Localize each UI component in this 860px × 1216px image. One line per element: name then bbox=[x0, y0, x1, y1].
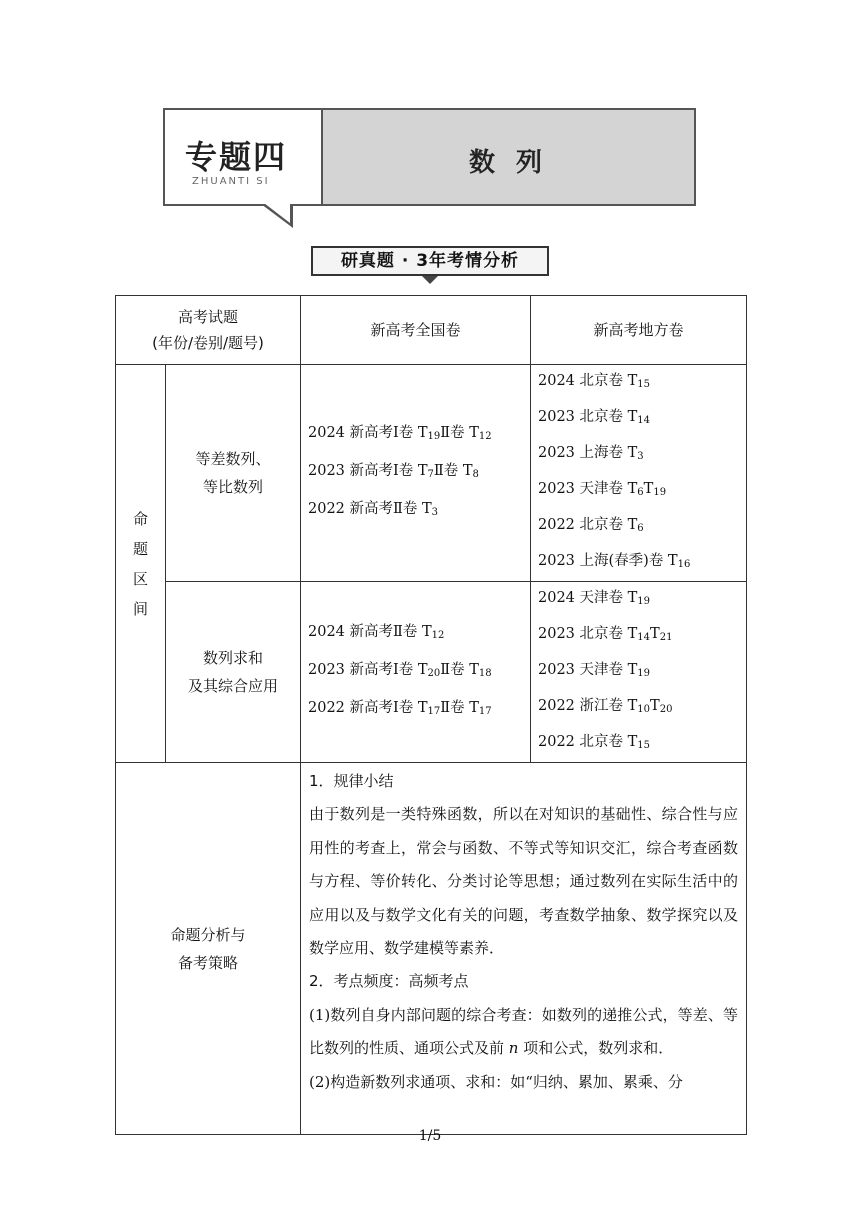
header-exam-item-line2: (年份/卷别/题号) bbox=[152, 334, 264, 352]
group-label bbox=[116, 365, 166, 763]
strategy-label-line: 命题分析与 bbox=[170, 925, 246, 944]
table-row bbox=[116, 365, 747, 582]
topic-pinyin: ZHUANTI SI bbox=[192, 176, 270, 187]
national-cell bbox=[301, 365, 531, 582]
exam-analysis-table bbox=[115, 295, 747, 1135]
section-tag: 研真题 · 3年考情分析 bbox=[311, 246, 549, 276]
strategy-content bbox=[301, 763, 747, 1135]
national-cell bbox=[301, 582, 531, 763]
subject-box bbox=[321, 108, 696, 206]
group-label-char: 命 bbox=[132, 509, 148, 528]
list-item: 2024 北京卷 $T_{15}$ bbox=[538, 373, 651, 390]
page-number: 1/5 bbox=[418, 1128, 442, 1144]
topic-title: 专题四 bbox=[185, 138, 288, 176]
strategy-row bbox=[116, 763, 747, 1135]
topic-banner bbox=[163, 108, 696, 208]
list-item: 2023 新高考Ⅰ卷 $T_7Ⅱ$卷 $T_8$ bbox=[308, 463, 479, 480]
list-item: 2024 新高考Ⅱ卷 $T_{12}$ bbox=[308, 624, 445, 641]
category-line: 等比数列 bbox=[202, 478, 263, 496]
section-tag-arrow-icon bbox=[422, 276, 438, 284]
header-national: 新高考全国卷 bbox=[301, 296, 531, 365]
topic-label-box bbox=[163, 108, 321, 206]
group-label-char: 间 bbox=[132, 599, 148, 618]
list-item: 2023 上海(春季)卷 $T_{16}$ bbox=[538, 553, 691, 570]
group-label-char: 区 bbox=[132, 569, 148, 588]
strategy-heading-1: 1．规律小结 bbox=[309, 772, 394, 790]
table-row bbox=[116, 582, 747, 763]
strategy-label bbox=[116, 763, 301, 1135]
category-cell bbox=[166, 582, 301, 763]
strategy-paragraph-3: (2)构造新数列求通项、求和：如“归纳、累加、累乘、分 bbox=[309, 1072, 683, 1091]
list-item: 2022 北京卷 $T_{15}$ bbox=[538, 734, 651, 751]
list-item: 2023 北京卷 $T_{14}T_{21}$ bbox=[538, 626, 673, 643]
local-cell bbox=[531, 582, 747, 763]
table-header-row bbox=[116, 296, 747, 365]
category-line: 数列求和 bbox=[202, 649, 263, 667]
header-exam-item bbox=[116, 296, 301, 365]
group-label-char: 题 bbox=[132, 539, 148, 558]
list-item: 2022 浙江卷 $T_{10}T_{20}$ bbox=[538, 698, 673, 715]
category-line: 等差数列、 bbox=[195, 450, 271, 468]
strategy-paragraph-1: 由于数列是一类特殊函数，所以在对知识的基础性、综合性与应用性的考查上，常会与函数、不等式等知识交汇，综合考查函数与方程、等价转化、分类讨论等思想；通过数列在实际生活中的应用以及与数学文化有关的问题，考查数学抽象、数学探究以及数学应用、数学建模等素养． bbox=[309, 805, 738, 958]
list-item: 2024 天津卷 $T_{19}$ bbox=[538, 590, 651, 607]
strategy-label-line: 备考策略 bbox=[177, 953, 238, 972]
header-local: 新高考地方卷 bbox=[531, 296, 747, 365]
list-item: 2023 新高考Ⅰ卷 $T_{20}Ⅱ$卷 $T_{18}$ bbox=[308, 662, 492, 679]
list-item: 2022 新高考Ⅱ卷 $T_3$ bbox=[308, 501, 439, 518]
list-item: 2022 新高考Ⅰ卷 $T_{17}Ⅱ$卷 $T_{17}$ bbox=[308, 700, 492, 717]
strategy-paragraph-2: (1)数列自身内部问题的综合考查：如数列的递推公式，等差、等比数列的性质、通项公式及前 n 项和公式，数列求和． bbox=[309, 1005, 738, 1058]
category-line: 及其综合应用 bbox=[187, 677, 278, 695]
local-cell bbox=[531, 365, 747, 582]
list-item: 2023 上海卷 $T_3$ bbox=[538, 445, 644, 462]
subject-title: 数 列 bbox=[468, 148, 549, 178]
strategy-heading-2: 2．考点频度：高频考点 bbox=[309, 972, 469, 991]
list-item: 2023 天津卷 $T_6T_{19}$ bbox=[538, 481, 667, 498]
list-item: 2023 天津卷 $T_{19}$ bbox=[538, 662, 651, 679]
list-item: 2022 北京卷 $T_6$ bbox=[538, 517, 644, 534]
header-exam-item-line1: 高考试题 bbox=[177, 308, 238, 326]
banner-pointer-inner bbox=[264, 203, 290, 223]
list-item: 2023 北京卷 $T_{14}$ bbox=[538, 409, 651, 426]
category-cell bbox=[166, 365, 301, 582]
list-item: 2024 新高考Ⅰ卷 $T_{19}Ⅱ$卷 $T_{12}$ bbox=[308, 425, 492, 442]
